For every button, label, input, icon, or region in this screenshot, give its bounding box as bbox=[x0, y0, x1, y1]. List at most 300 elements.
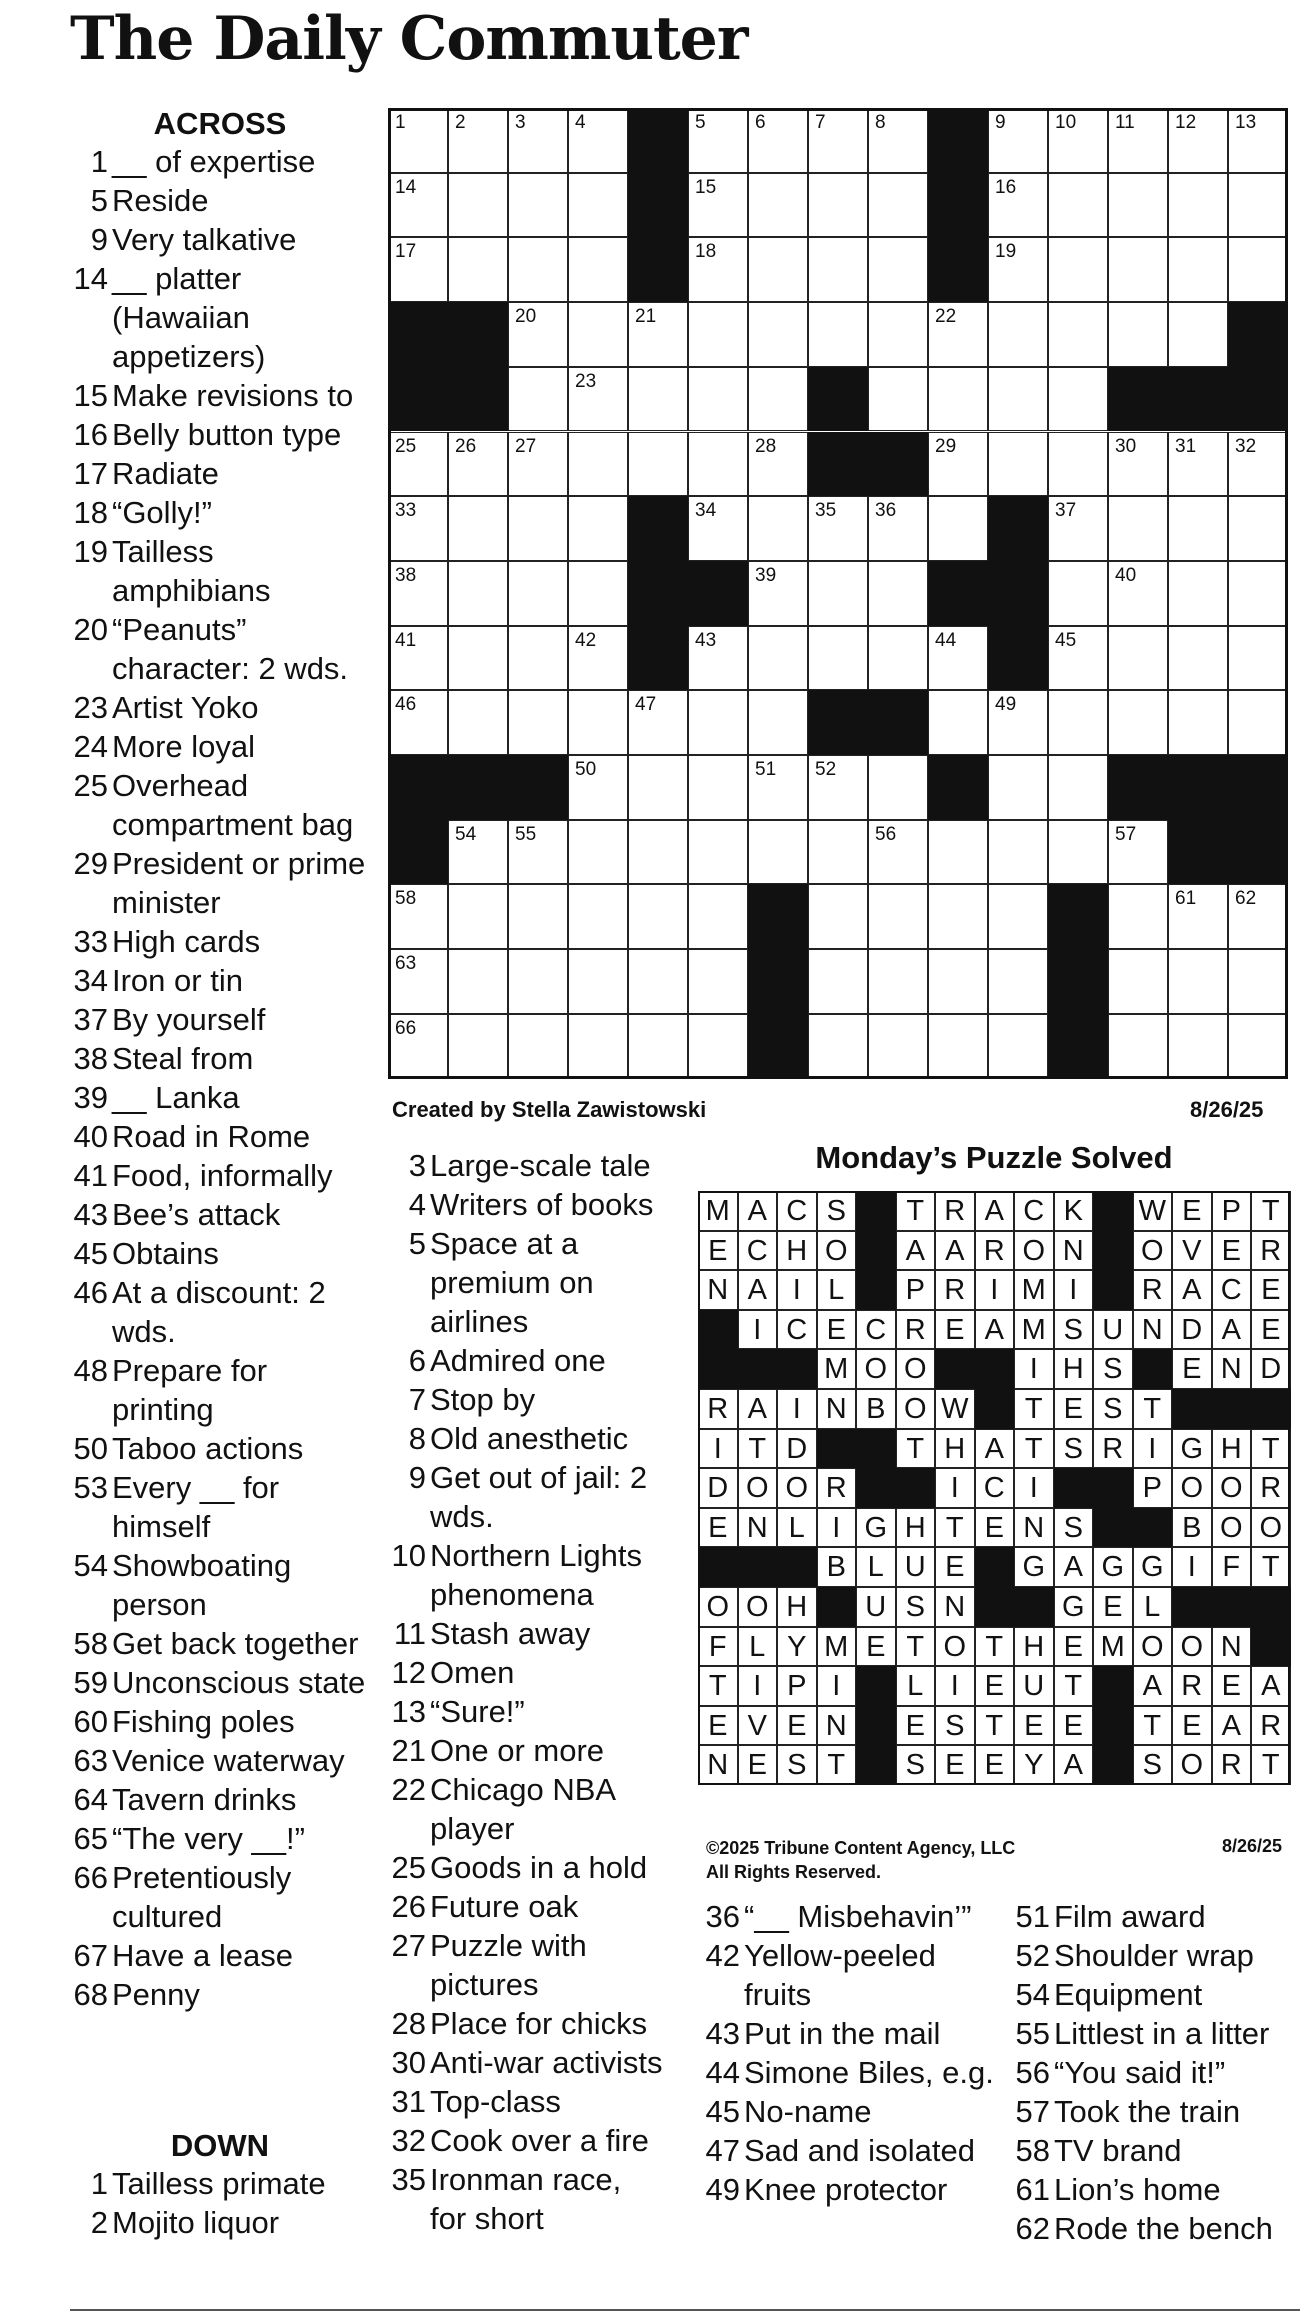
clue-text: Place for chicks bbox=[430, 2006, 648, 2041]
grid-cell[interactable] bbox=[868, 367, 928, 432]
copyright-line-2: All Rights Reserved. bbox=[706, 1862, 882, 1882]
clue-number: 39 bbox=[73, 1080, 108, 1115]
clue bbox=[70, 1468, 370, 1546]
grid-cell[interactable] bbox=[688, 1014, 748, 1079]
grid-cell[interactable] bbox=[688, 496, 748, 561]
grid-cell[interactable] bbox=[928, 496, 988, 561]
grid-cell[interactable] bbox=[748, 173, 808, 238]
cell-number: 2 bbox=[455, 112, 466, 133]
grid-cell[interactable] bbox=[988, 755, 1048, 820]
grid-cell[interactable] bbox=[688, 108, 748, 173]
grid-cell[interactable] bbox=[448, 884, 508, 949]
clue-number: 9 bbox=[90, 222, 108, 257]
grid-cell[interactable] bbox=[1168, 302, 1228, 367]
grid-cell[interactable] bbox=[988, 237, 1048, 302]
clue bbox=[376, 1146, 666, 1185]
across-clues bbox=[70, 106, 370, 2014]
solution-cell: C bbox=[1212, 1270, 1252, 1310]
clue-text: Ironman race, for short bbox=[430, 2162, 622, 2236]
clue-number: 41 bbox=[73, 1158, 108, 1193]
solution-cell: I bbox=[698, 1429, 738, 1469]
solution-cell: I bbox=[738, 1310, 778, 1350]
cell-number: 16 bbox=[995, 176, 1017, 198]
grid-cell[interactable] bbox=[988, 432, 1048, 497]
grid-cell[interactable] bbox=[688, 237, 748, 302]
grid-cell[interactable] bbox=[748, 626, 808, 691]
grid-cell[interactable] bbox=[508, 626, 568, 691]
solution-black-square bbox=[1212, 1587, 1252, 1627]
clue-number: 59 bbox=[73, 1665, 108, 1700]
grid-cell[interactable] bbox=[448, 626, 508, 691]
grid-cell[interactable] bbox=[808, 1014, 868, 1079]
grid-cell[interactable] bbox=[808, 884, 868, 949]
grid-cell[interactable] bbox=[1108, 690, 1168, 755]
clue-text: Equipment bbox=[1054, 1977, 1203, 2012]
grid-cell[interactable] bbox=[568, 820, 628, 885]
grid-cell[interactable] bbox=[1108, 108, 1168, 173]
solution-cell: T bbox=[975, 1706, 1015, 1746]
grid-cell[interactable] bbox=[1108, 884, 1168, 949]
grid-cell[interactable] bbox=[1168, 237, 1228, 302]
grid-cell[interactable] bbox=[568, 432, 628, 497]
solution-black-square bbox=[1172, 1587, 1212, 1627]
grid-cell[interactable] bbox=[1108, 626, 1168, 691]
grid-cell[interactable] bbox=[508, 884, 568, 949]
grid-cell[interactable] bbox=[748, 367, 808, 432]
cell-number: 8 bbox=[875, 112, 886, 133]
clue-text: President or prime minister bbox=[112, 846, 366, 920]
solution-cell: O bbox=[1212, 1508, 1252, 1548]
grid-cell[interactable] bbox=[388, 626, 448, 691]
clue-text: Large-scale tale bbox=[430, 1148, 651, 1183]
copyright-line-1: ©2025 Tribune Content Agency, LLC bbox=[706, 1838, 1016, 1858]
solution-cell: T bbox=[975, 1627, 1015, 1667]
grid-cell[interactable] bbox=[988, 949, 1048, 1014]
clue-number: 37 bbox=[73, 1002, 108, 1037]
grid-cell[interactable] bbox=[1168, 1014, 1228, 1079]
black-square bbox=[388, 302, 448, 367]
grid-cell[interactable] bbox=[508, 949, 568, 1014]
grid-cell[interactable] bbox=[988, 302, 1048, 367]
clue bbox=[376, 2082, 666, 2121]
grid-cell[interactable] bbox=[1048, 561, 1108, 626]
grid-cell[interactable] bbox=[1168, 626, 1228, 691]
clue bbox=[376, 1770, 666, 1848]
clue-number: 49 bbox=[705, 2172, 740, 2207]
solution-cell: M bbox=[817, 1349, 857, 1389]
solution-cell: E bbox=[1172, 1191, 1212, 1231]
grid-cell[interactable] bbox=[1228, 1014, 1288, 1079]
grid-cell[interactable] bbox=[568, 626, 628, 691]
grid-cell[interactable] bbox=[1108, 561, 1168, 626]
clue-number: 68 bbox=[73, 1977, 108, 2012]
grid-cell[interactable] bbox=[928, 432, 988, 497]
solution-cell: L bbox=[856, 1547, 896, 1587]
grid-cell[interactable] bbox=[508, 367, 568, 432]
grid-cell[interactable] bbox=[568, 561, 628, 626]
clue-text: Pretentiously cultured bbox=[112, 1860, 292, 1934]
grid-cell[interactable] bbox=[448, 173, 508, 238]
grid-cell[interactable] bbox=[568, 496, 628, 561]
grid-cell[interactable] bbox=[1168, 432, 1228, 497]
clue-number: 54 bbox=[1015, 1977, 1050, 2012]
clue-text: Very talkative bbox=[112, 222, 297, 257]
grid-cell[interactable] bbox=[568, 949, 628, 1014]
grid-cell[interactable] bbox=[688, 884, 748, 949]
cell-number: 35 bbox=[815, 500, 837, 522]
solution-black-square bbox=[698, 1310, 738, 1350]
grid-cell[interactable] bbox=[388, 1014, 448, 1079]
grid-cell[interactable] bbox=[1048, 626, 1108, 691]
clue bbox=[690, 2053, 1000, 2092]
grid-cell[interactable] bbox=[508, 690, 568, 755]
grid-cell[interactable] bbox=[388, 496, 448, 561]
solution-cell: T bbox=[896, 1429, 936, 1469]
solution-cell: A bbox=[1172, 1270, 1212, 1310]
clue bbox=[70, 844, 370, 922]
grid-cell[interactable] bbox=[688, 949, 748, 1014]
grid-cell[interactable] bbox=[1168, 690, 1228, 755]
grid-cell[interactable] bbox=[688, 432, 748, 497]
grid-cell[interactable] bbox=[1048, 237, 1108, 302]
grid-cell[interactable] bbox=[1228, 884, 1288, 949]
grid-cell[interactable] bbox=[508, 496, 568, 561]
grid-cell[interactable] bbox=[388, 884, 448, 949]
clue-text: By yourself bbox=[112, 1002, 266, 1037]
grid-cell[interactable] bbox=[928, 1014, 988, 1079]
grid-cell[interactable] bbox=[1168, 496, 1228, 561]
grid-cell[interactable] bbox=[448, 561, 508, 626]
grid-cell[interactable] bbox=[1048, 432, 1108, 497]
cell-number: 29 bbox=[935, 435, 957, 457]
clue-text: Have a lease bbox=[112, 1938, 293, 1973]
grid-cell[interactable] bbox=[628, 1014, 688, 1079]
grid-cell[interactable] bbox=[568, 367, 628, 432]
grid-cell[interactable] bbox=[1048, 820, 1108, 885]
grid-cell[interactable] bbox=[1048, 108, 1108, 173]
solution-cell: A bbox=[738, 1191, 778, 1231]
clue-number: 48 bbox=[73, 1353, 108, 1388]
cell-number: 18 bbox=[695, 241, 717, 263]
grid-cell[interactable] bbox=[1108, 237, 1168, 302]
grid-cell[interactable] bbox=[1228, 949, 1288, 1014]
grid-cell[interactable] bbox=[1108, 432, 1168, 497]
grid-cell[interactable] bbox=[748, 432, 808, 497]
grid-cell[interactable] bbox=[748, 561, 808, 626]
grid-cell[interactable] bbox=[448, 496, 508, 561]
solution-cell: I bbox=[1133, 1429, 1173, 1469]
grid-cell[interactable] bbox=[988, 173, 1048, 238]
grid-cell[interactable] bbox=[1048, 302, 1108, 367]
clue-text: Stash away bbox=[430, 1616, 591, 1651]
grid-cell[interactable] bbox=[688, 755, 748, 820]
grid-cell[interactable] bbox=[1048, 755, 1108, 820]
clue bbox=[70, 1273, 370, 1351]
grid-cell[interactable] bbox=[868, 626, 928, 691]
grid-cell[interactable] bbox=[1048, 496, 1108, 561]
grid-cell[interactable] bbox=[988, 820, 1048, 885]
solution-cell: C bbox=[856, 1310, 896, 1350]
grid-cell[interactable] bbox=[448, 1014, 508, 1079]
clue-text: Anti-war activists bbox=[430, 2045, 663, 2080]
grid-cell[interactable] bbox=[448, 949, 508, 1014]
clue bbox=[70, 1858, 370, 1936]
solution-cell: E bbox=[698, 1231, 738, 1271]
clue-text: Venice waterway bbox=[112, 1743, 345, 1778]
grid-cell[interactable] bbox=[388, 173, 448, 238]
grid-cell[interactable] bbox=[568, 108, 628, 173]
grid-cell[interactable] bbox=[628, 755, 688, 820]
black-square bbox=[808, 690, 868, 755]
grid-cell[interactable] bbox=[808, 108, 868, 173]
grid-cell[interactable] bbox=[748, 496, 808, 561]
grid-cell[interactable] bbox=[508, 173, 568, 238]
grid-cell[interactable] bbox=[748, 755, 808, 820]
grid-cell[interactable] bbox=[508, 108, 568, 173]
clue-number: 25 bbox=[391, 1850, 426, 1885]
grid-cell[interactable] bbox=[1228, 237, 1288, 302]
solution-cell: S bbox=[1133, 1745, 1173, 1785]
cell-number: 39 bbox=[755, 564, 777, 586]
clue-text: Belly button type bbox=[112, 417, 342, 452]
grid-cell[interactable] bbox=[448, 237, 508, 302]
grid-cell[interactable] bbox=[928, 884, 988, 949]
solution-cell: U bbox=[896, 1547, 936, 1587]
grid-cell[interactable] bbox=[808, 561, 868, 626]
black-square bbox=[928, 237, 988, 302]
grid-cell[interactable] bbox=[688, 302, 748, 367]
clue-number: 64 bbox=[73, 1782, 108, 1817]
grid-cell[interactable] bbox=[688, 367, 748, 432]
grid-cell[interactable] bbox=[928, 626, 988, 691]
clue bbox=[1000, 2053, 1300, 2092]
grid-cell[interactable] bbox=[568, 237, 628, 302]
grid-cell[interactable] bbox=[1228, 561, 1288, 626]
grid-cell[interactable] bbox=[808, 755, 868, 820]
solution-black-square bbox=[738, 1349, 778, 1389]
solution-cell: D bbox=[1251, 1349, 1291, 1389]
grid-cell[interactable] bbox=[1168, 561, 1228, 626]
grid-cell[interactable] bbox=[1108, 1014, 1168, 1079]
clue-number: 7 bbox=[408, 1382, 426, 1417]
grid-cell[interactable] bbox=[568, 302, 628, 367]
clue-number: 60 bbox=[73, 1704, 108, 1739]
grid-cell[interactable] bbox=[928, 820, 988, 885]
grid-cell[interactable] bbox=[688, 626, 748, 691]
solution-cell: L bbox=[777, 1508, 817, 1548]
grid-cell[interactable] bbox=[1228, 690, 1288, 755]
grid-cell[interactable] bbox=[508, 237, 568, 302]
clue-number: 10 bbox=[391, 1538, 426, 1573]
cell-number: 56 bbox=[875, 823, 897, 845]
grid-cell[interactable] bbox=[628, 949, 688, 1014]
grid-cell[interactable] bbox=[1108, 302, 1168, 367]
clue-number: 14 bbox=[73, 261, 108, 296]
grid-cell[interactable] bbox=[1228, 496, 1288, 561]
solution-cell: G bbox=[856, 1508, 896, 1548]
grid-cell[interactable] bbox=[988, 367, 1048, 432]
grid-cell[interactable] bbox=[748, 690, 808, 755]
grid-cell[interactable] bbox=[1168, 173, 1228, 238]
grid-cell[interactable] bbox=[808, 949, 868, 1014]
clue bbox=[70, 532, 370, 610]
grid-cell[interactable] bbox=[508, 820, 568, 885]
grid-cell[interactable] bbox=[628, 820, 688, 885]
grid-cell[interactable] bbox=[868, 820, 928, 885]
clue-text: Puzzle with pictures bbox=[430, 1928, 587, 2002]
grid-cell[interactable] bbox=[868, 1014, 928, 1079]
grid-cell[interactable] bbox=[628, 432, 688, 497]
grid-cell[interactable] bbox=[628, 302, 688, 367]
grid-cell[interactable] bbox=[868, 302, 928, 367]
grid-cell[interactable] bbox=[688, 173, 748, 238]
cell-number: 25 bbox=[395, 435, 417, 457]
solution-black-square bbox=[975, 1349, 1015, 1389]
solution-cell: N bbox=[1054, 1231, 1094, 1271]
clue-text: Tailless amphibians bbox=[112, 534, 271, 608]
clue bbox=[376, 1224, 666, 1341]
clue-text: Lion’s home bbox=[1054, 2172, 1221, 2207]
grid-cell[interactable] bbox=[388, 108, 448, 173]
solution-cell: E bbox=[935, 1310, 975, 1350]
grid-cell[interactable] bbox=[448, 108, 508, 173]
grid-cell[interactable] bbox=[568, 1014, 628, 1079]
grid-cell[interactable] bbox=[568, 755, 628, 820]
grid-cell[interactable] bbox=[1168, 949, 1228, 1014]
grid-cell[interactable] bbox=[688, 820, 748, 885]
grid-cell[interactable] bbox=[568, 690, 628, 755]
grid-cell[interactable] bbox=[1168, 884, 1228, 949]
solution-cell: E bbox=[817, 1310, 857, 1350]
grid-cell[interactable] bbox=[388, 949, 448, 1014]
grid-cell[interactable] bbox=[508, 1014, 568, 1079]
grid-cell[interactable] bbox=[1108, 820, 1168, 885]
grid-cell[interactable] bbox=[748, 302, 808, 367]
grid-cell[interactable] bbox=[388, 237, 448, 302]
solution-cell: O bbox=[1172, 1627, 1212, 1667]
clue-text: Tailless primate bbox=[112, 2166, 326, 2201]
grid-cell[interactable] bbox=[568, 173, 628, 238]
grid-cell[interactable] bbox=[1108, 949, 1168, 1014]
grid-cell[interactable] bbox=[868, 237, 928, 302]
cell-number: 52 bbox=[815, 759, 837, 780]
grid-cell[interactable] bbox=[988, 884, 1048, 949]
clue bbox=[690, 2131, 1000, 2170]
grid-cell[interactable] bbox=[988, 690, 1048, 755]
cell-number: 14 bbox=[395, 176, 417, 198]
grid-cell[interactable] bbox=[808, 496, 868, 561]
solution-cell: H bbox=[777, 1587, 817, 1627]
cell-number: 33 bbox=[395, 500, 417, 522]
grid-cell[interactable] bbox=[448, 820, 508, 885]
grid-cell[interactable] bbox=[988, 108, 1048, 173]
grid-cell[interactable] bbox=[1048, 367, 1108, 432]
black-square bbox=[748, 949, 808, 1014]
grid-cell[interactable] bbox=[748, 820, 808, 885]
solution-cell: E bbox=[975, 1745, 1015, 1785]
clue-number: 55 bbox=[1015, 2016, 1050, 2051]
solution-cell: E bbox=[975, 1508, 1015, 1548]
solution-cell: N bbox=[1133, 1310, 1173, 1350]
clue bbox=[70, 1351, 370, 1429]
grid-cell[interactable] bbox=[1228, 173, 1288, 238]
grid-cell[interactable] bbox=[628, 690, 688, 755]
grid-cell[interactable] bbox=[1048, 173, 1108, 238]
black-square bbox=[628, 108, 688, 173]
clue bbox=[376, 1536, 666, 1614]
grid-cell[interactable] bbox=[808, 302, 868, 367]
grid-cell[interactable] bbox=[928, 949, 988, 1014]
clue-number: 36 bbox=[705, 1899, 740, 1934]
grid-cell[interactable] bbox=[748, 237, 808, 302]
grid-cell[interactable] bbox=[928, 302, 988, 367]
grid-cell[interactable] bbox=[1108, 173, 1168, 238]
solution-cell: I bbox=[935, 1666, 975, 1706]
grid-cell[interactable] bbox=[868, 108, 928, 173]
grid-cell[interactable] bbox=[1168, 108, 1228, 173]
grid-cell[interactable] bbox=[508, 302, 568, 367]
solution-cell: P bbox=[1133, 1468, 1173, 1508]
grid-cell[interactable] bbox=[1228, 432, 1288, 497]
clue-text: Rode the bench bbox=[1054, 2211, 1273, 2246]
cell-number: 46 bbox=[395, 694, 417, 716]
solution-cell: O bbox=[738, 1468, 778, 1508]
black-square bbox=[988, 496, 1048, 561]
grid-cell[interactable] bbox=[808, 173, 868, 238]
grid-cell[interactable] bbox=[988, 1014, 1048, 1079]
grid-cell[interactable] bbox=[508, 432, 568, 497]
solution-cell: E bbox=[1172, 1706, 1212, 1746]
grid-cell[interactable] bbox=[388, 690, 448, 755]
clue-number: 66 bbox=[73, 1860, 108, 1895]
solution-cell: L bbox=[817, 1270, 857, 1310]
grid-cell[interactable] bbox=[448, 690, 508, 755]
grid-cell[interactable] bbox=[1228, 108, 1288, 173]
solution-cell: L bbox=[1133, 1587, 1173, 1627]
grid-cell[interactable] bbox=[388, 432, 448, 497]
grid-cell[interactable] bbox=[688, 690, 748, 755]
grid-cell[interactable] bbox=[868, 496, 928, 561]
grid-cell[interactable] bbox=[868, 173, 928, 238]
grid-cell[interactable] bbox=[868, 884, 928, 949]
grid-cell[interactable] bbox=[388, 561, 448, 626]
grid-cell[interactable] bbox=[748, 108, 808, 173]
clue bbox=[376, 2043, 666, 2082]
grid-cell[interactable] bbox=[448, 432, 508, 497]
solution-black-square bbox=[1251, 1389, 1291, 1429]
grid-cell[interactable] bbox=[808, 237, 868, 302]
grid-cell[interactable] bbox=[628, 367, 688, 432]
grid-cell[interactable] bbox=[808, 626, 868, 691]
grid-cell[interactable] bbox=[868, 755, 928, 820]
grid-cell[interactable] bbox=[1228, 626, 1288, 691]
solution-cell: I bbox=[777, 1389, 817, 1429]
grid-cell[interactable] bbox=[868, 561, 928, 626]
clue-text: Road in Rome bbox=[112, 1119, 311, 1154]
solution-cell: O bbox=[738, 1587, 778, 1627]
grid-cell[interactable] bbox=[928, 367, 988, 432]
grid-cell[interactable] bbox=[508, 561, 568, 626]
solution-cell: R bbox=[1093, 1429, 1133, 1469]
clue-text: Reside bbox=[112, 183, 209, 218]
grid-cell[interactable] bbox=[568, 884, 628, 949]
grid-cell[interactable] bbox=[868, 949, 928, 1014]
grid-cell[interactable] bbox=[1108, 496, 1168, 561]
grid-cell[interactable] bbox=[1048, 690, 1108, 755]
grid-cell[interactable] bbox=[928, 690, 988, 755]
grid-cell[interactable] bbox=[808, 820, 868, 885]
grid-cell[interactable] bbox=[628, 884, 688, 949]
